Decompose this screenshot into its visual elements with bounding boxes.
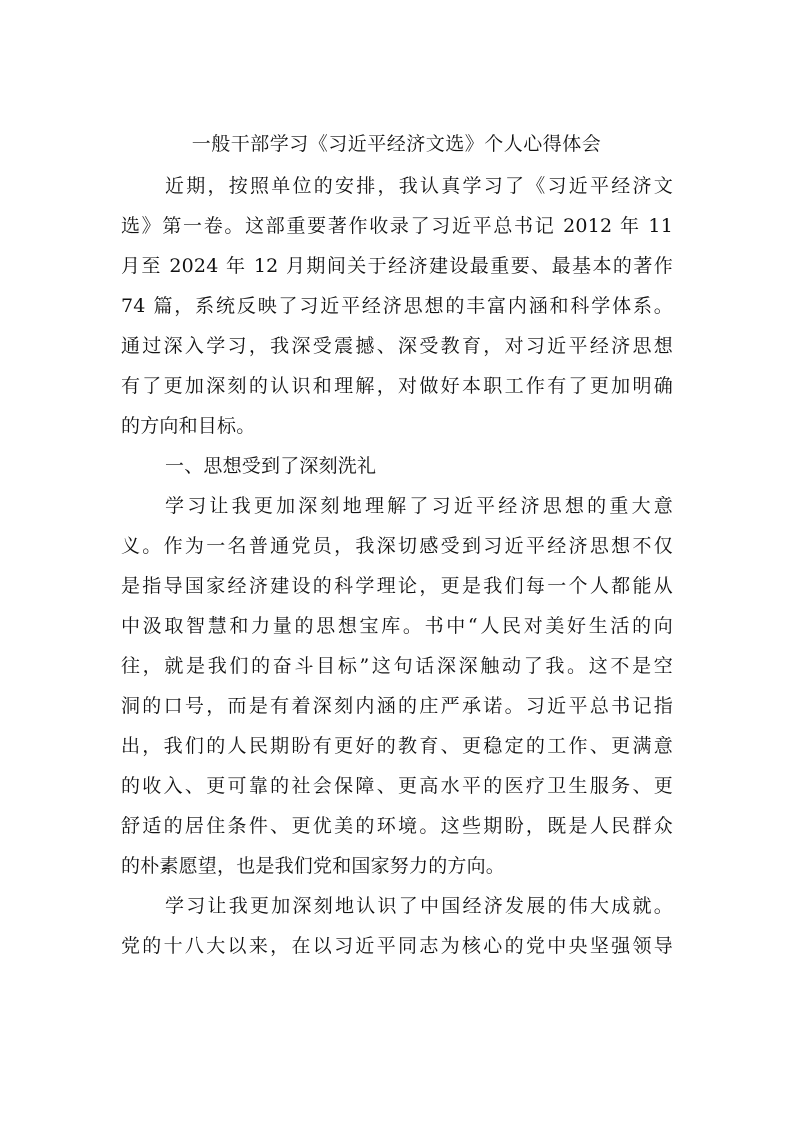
text-line: 近期，按照单位的安排，我认真学习了《习近平经济文 — [165, 175, 673, 197]
text-line: 党的十八大以来，在以习近平同志为核心的党中央坚强领导 — [121, 935, 673, 957]
document-title: 一般干部学习《习近平经济文选》个人心得体会 — [191, 133, 602, 155]
text-line: 选》第一卷。这部重要著作收录了习近平总书记 2012 年 11 — [121, 215, 673, 237]
text-line: 往，就是我们的奋斗目标”这句话深深触动了我。这不是空 — [121, 655, 673, 677]
text-line: 学习让我更加深刻地认识了中国经济发展的伟大成就。 — [165, 895, 673, 917]
text-line: 是指导国家经济建设的科学理论，更是我们每一个人都能从 — [121, 575, 673, 597]
text-line: 舒适的居住条件、更优美的环境。这些期盼，既是人民群众 — [121, 815, 673, 837]
text-line: 洞的口号，而是有着深刻内涵的庄严承诺。习近平总书记指 — [121, 695, 673, 717]
text-line: 中汲取智慧和力量的思想宝库。书中“人民对美好生活的向 — [121, 615, 673, 637]
text-line: 出，我们的人民期盼有更好的教育、更稳定的工作、更满意 — [121, 735, 673, 757]
text-line: 义。作为一名普通党员，我深切感受到习近平经济思想不仅 — [121, 535, 673, 557]
text-line: 74 篇，系统反映了习近平经济思想的丰富内涵和科学体系。 — [121, 295, 673, 317]
text-line: 通过深入学习，我深受震撼、深受教育，对习近平经济思想 — [121, 335, 673, 357]
text-line: 的收入、更可靠的社会保障、更高水平的医疗卫生服务、更 — [121, 775, 673, 797]
text-line: 的朴素愿望，也是我们党和国家努力的方向。 — [121, 855, 506, 877]
document-body — [121, 166, 673, 966]
section-heading: 一、思想受到了深刻洗礼 — [165, 455, 377, 477]
text-line: 有了更加深刻的认识和理解，对做好本职工作有了更加明确 — [121, 375, 673, 397]
text-line: 的方向和目标。 — [121, 415, 256, 437]
text-line: 学习让我更加深刻地理解了习近平经济思想的重大意 — [165, 495, 673, 517]
text-line: 月至 2024 年 12 月期间关于经济建设最重要、最基本的著作 — [121, 255, 673, 277]
